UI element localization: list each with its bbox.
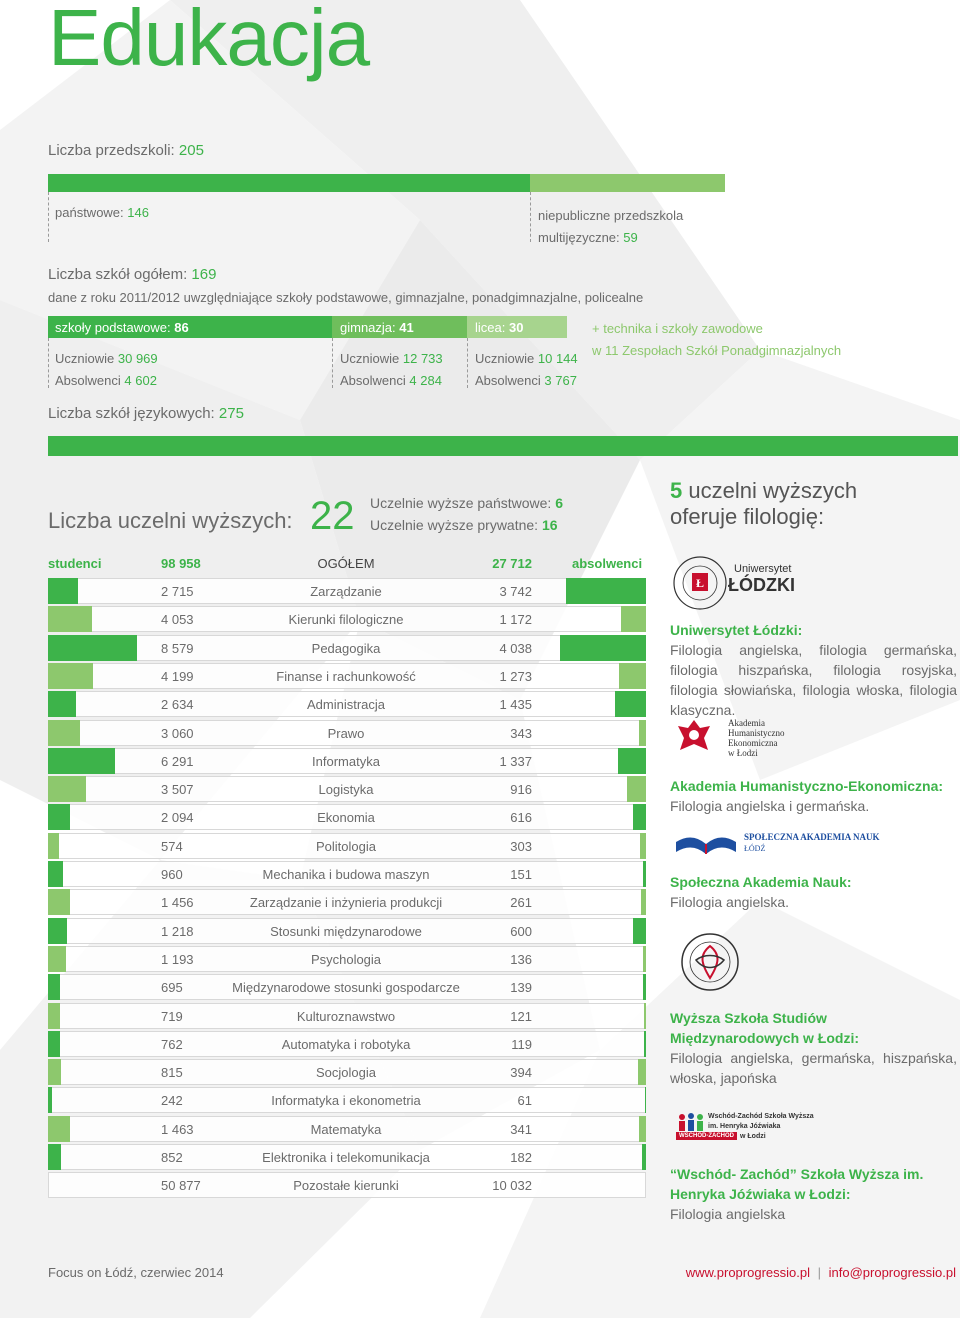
- grads-bar: [619, 663, 646, 689]
- students-count: 2 094: [161, 810, 194, 825]
- ul-logo: Ł Uniwersytet ŁÓDZKI: [672, 555, 728, 616]
- grads-count: 394: [510, 1065, 532, 1080]
- grads-bar: [645, 1087, 646, 1113]
- grads-count: 1 337: [499, 754, 532, 769]
- grads-bar: [639, 720, 646, 746]
- students-bar: [48, 776, 86, 802]
- field-name: Zarządzanie i inżynieria produkcji: [249, 895, 443, 910]
- uni-2-text: Filologia angielska i germańska.: [670, 798, 870, 814]
- grads-bar: [639, 1116, 646, 1142]
- students-bar: [48, 974, 60, 1000]
- students-count: 1 193: [161, 952, 194, 967]
- students-bar: [48, 861, 63, 887]
- field-name: Prawo: [327, 726, 365, 741]
- grads-header: absolwenci: [572, 556, 643, 571]
- email-link[interactable]: info@proprogressio.pl: [828, 1265, 956, 1280]
- students-bar: [48, 606, 92, 632]
- grads-bar: [618, 748, 646, 774]
- grads-total: 27 712: [492, 556, 532, 571]
- universities-value: 22: [310, 494, 355, 538]
- grads-bar: [627, 776, 646, 802]
- field-name: Logistyka: [318, 782, 374, 797]
- grads-bar: [638, 1059, 646, 1085]
- grads-bar: [633, 804, 646, 830]
- field-name: Informatyka i ekonometria: [271, 1093, 421, 1108]
- students-count: 815: [161, 1065, 183, 1080]
- uni-3-name: Społeczna Akademia Nauk:: [670, 874, 852, 890]
- high-stats: Uczniowie 10 144 Absolwenci 3 767: [475, 351, 578, 388]
- students-count: 1 456: [161, 895, 194, 910]
- students-count: 50 877: [161, 1178, 201, 1193]
- students-bar: [48, 748, 115, 774]
- field-name: Psychologia: [310, 952, 382, 967]
- students-header: studenci: [48, 556, 102, 571]
- students-count: 2 715: [161, 584, 194, 599]
- uni-2-name: Akademia Humanistyczno-Ekonomiczna:: [670, 778, 944, 794]
- grads-count: 1 172: [499, 612, 532, 627]
- grads-count: 10 032: [492, 1178, 532, 1193]
- footer-contact: www.proprogressio.pl | info@proprogressio.pl: [685, 1265, 956, 1280]
- students-count: 695: [161, 980, 183, 995]
- students-bar: [48, 1144, 61, 1170]
- preschools-private: niepubliczne przedszkola multijęzyczne: 59: [538, 208, 684, 245]
- primary-label: szkoły podstawowe: 86: [55, 320, 189, 335]
- preschools-public: państwowe: 146: [55, 205, 149, 220]
- grads-count: 343: [510, 726, 532, 741]
- universities-breakdown: Uczelnie wyższe państwowe: 6 Uczelnie wyższe prywatne: 16: [370, 495, 563, 533]
- field-name: Administracja: [306, 697, 386, 712]
- uni-4-name: Wyższa Szkoła Studiów Międzynarodowych w Łodzi:: [670, 1010, 860, 1046]
- preschools-private-bar: [530, 174, 725, 192]
- san-logo: SPOŁECZNA AKADEMIA NAUK ŁÓDŹ: [674, 830, 738, 863]
- page-title: Edukacja: [48, 0, 370, 82]
- grads-count: 616: [510, 810, 532, 825]
- field-name: Matematyka: [310, 1122, 382, 1137]
- uni-5-name: “Wschód- Zachód” Szkoła Wyższa im. Henryka Jóźwiaka w Łodzi:: [670, 1166, 924, 1202]
- ahe-logo: Akademia Humanistyczno Ekonomiczna w Łodzi: [674, 716, 714, 761]
- field-name: Automatyka i robotyka: [281, 1037, 411, 1052]
- students-bar: [48, 833, 59, 859]
- students-bar: [48, 804, 70, 830]
- language-schools-line: Liczba szkół językowych: 275: [48, 405, 244, 422]
- students-count: 3 060: [161, 726, 194, 741]
- students-bar: [48, 691, 76, 717]
- field-name: Elektronika i telekomunikacja: [262, 1150, 430, 1165]
- grads-bar: [644, 1031, 646, 1057]
- students-bar: [48, 1116, 70, 1142]
- field-name: Ekonomia: [317, 810, 375, 825]
- students-count: 960: [161, 867, 183, 882]
- students-count: 852: [161, 1150, 183, 1165]
- middle-label: gimnazja: 41: [340, 320, 414, 335]
- grads-count: 600: [510, 924, 532, 939]
- students-bar: [48, 720, 80, 746]
- footer-source: Focus on Łódź, czerwiec 2014: [48, 1265, 224, 1280]
- students-count: 762: [161, 1037, 183, 1052]
- field-name: Stosunki międzynarodowe: [270, 924, 422, 939]
- field-name: Pedagogika: [311, 641, 381, 656]
- students-count: 4 199: [161, 669, 194, 684]
- san-book-icon: [674, 830, 738, 858]
- uni-4-text: Filologia angielska, germańska, hiszpańska, włoska, japońska: [670, 1050, 957, 1086]
- students-count: 3 507: [161, 782, 194, 797]
- field-name: Finanse i rachunkowość: [276, 669, 416, 684]
- field-name: Informatyka: [312, 754, 380, 769]
- grads-bar: [640, 833, 646, 859]
- universities-label: Liczba uczelni wyższych:: [48, 508, 293, 533]
- uni-5-text: Filologia angielska: [670, 1206, 786, 1222]
- students-bar: [48, 1059, 61, 1085]
- grads-count: 136: [510, 952, 532, 967]
- philology-heading: 5 uczelni wyższych oferuje filologię:: [670, 478, 858, 529]
- schools-extra: + technika i szkoły zawodowe w 11 Zespołach Szkół Ponadgimnazjalnych: [592, 321, 842, 358]
- total-label: OGÓŁEM: [317, 556, 375, 571]
- students-bar: [48, 578, 78, 604]
- field-name: Międzynarodowe stosunki gospodarcze: [232, 980, 460, 995]
- grads-count: 3 742: [499, 584, 532, 599]
- students-count: 8 579: [161, 641, 194, 656]
- students-count: 6 291: [161, 754, 194, 769]
- grads-count: 182: [510, 1150, 532, 1165]
- grads-bar: [566, 578, 646, 604]
- field-name: Zarządzanie: [310, 584, 382, 599]
- field-name: Kulturoznawstwo: [296, 1009, 396, 1024]
- students-bar: [48, 946, 66, 972]
- grads-count: 916: [510, 782, 532, 797]
- grads-count: 121: [510, 1009, 532, 1024]
- grads-count: 1 273: [499, 669, 532, 684]
- preschools-public-bar: [48, 174, 530, 192]
- students-bar: [48, 1031, 60, 1057]
- website-link[interactable]: www.proprogressio.pl: [685, 1265, 810, 1280]
- grads-count: 139: [510, 980, 532, 995]
- students-bar: [48, 663, 93, 689]
- grads-bar: [643, 974, 646, 1000]
- wz-logo: Wschód-Zachód Szkoła Wyższa im. Henryka Jóźwiaka w Łodzi WSCHÓD-ZACHÓD: [676, 1112, 706, 1141]
- grads-count: 303: [510, 839, 532, 854]
- grads-count: 261: [510, 895, 532, 910]
- grads-bar: [615, 691, 646, 717]
- primary-stats: Uczniowie 30 969 Absolwenci 4 602: [55, 351, 158, 388]
- students-total: 98 958: [161, 556, 201, 571]
- grads-bar: [641, 889, 646, 915]
- students-count: 2 634: [161, 697, 194, 712]
- students-count: 574: [161, 839, 183, 854]
- uni-1-name: Uniwersytet Łódzki:: [670, 622, 803, 638]
- language-schools-bar: [48, 436, 958, 456]
- svg-text:Ł: Ł: [695, 576, 705, 590]
- grads-bar: [560, 635, 646, 661]
- field-name: Politologia: [316, 839, 376, 854]
- grads-count: 4 038: [499, 641, 532, 656]
- ul-seal-icon: [672, 555, 728, 611]
- wssm-seal-icon: [680, 932, 740, 992]
- students-count: 1 218: [161, 924, 194, 939]
- field-name: Mechanika i budowa maszyn: [262, 867, 430, 882]
- schools-line: Liczba szkół ogółem: 169: [48, 266, 217, 283]
- students-count: 4 053: [161, 612, 194, 627]
- students-count: 719: [161, 1009, 183, 1024]
- schools-note: dane z roku 2011/2012 uwzględniające szkoły podstawowe, gimnazjalne, ponadgimnazjalne, policealne: [48, 290, 644, 305]
- grads-count: 341: [510, 1122, 532, 1137]
- preschools-line: [48, 142, 204, 159]
- field-name: Pozostałe kierunki: [293, 1178, 399, 1193]
- grads-bar: [633, 918, 646, 944]
- students-count: 242: [161, 1093, 183, 1108]
- students-bar: [48, 918, 67, 944]
- field-name: Kierunki filologiczne: [288, 612, 404, 627]
- grads-bar: [643, 861, 646, 887]
- grads-bar: [643, 946, 646, 972]
- students-bar: [48, 889, 70, 915]
- middle-stats: Uczniowie 12 733 Absolwenci 4 284: [340, 351, 443, 388]
- grads-bar: [642, 1144, 646, 1170]
- uni-1-text: Filologia angielska, filologia germańska, filologia hiszpańska, filologia rosyjska, filologia słowiańska, filologia włoska, filologia klasyczna.: [670, 642, 957, 718]
- ahe-eagle-icon: [674, 716, 714, 756]
- grads-bar: [621, 606, 646, 632]
- grads-count: 151: [510, 867, 532, 882]
- wssm-logo: [680, 932, 740, 997]
- preschools-value: 205: [178, 142, 204, 159]
- students-bar: [48, 1087, 52, 1113]
- students-bar: [48, 635, 137, 661]
- grads-count: 119: [511, 1037, 532, 1052]
- field-name: Socjologia: [316, 1065, 376, 1080]
- grads-bar: [644, 1003, 646, 1029]
- high-label: licea: 30: [475, 320, 524, 335]
- preschools-label: Liczba przedszkoli:: [48, 142, 175, 159]
- grads-count: 61: [517, 1093, 532, 1108]
- students-count: 1 463: [161, 1122, 194, 1137]
- grads-count: 1 435: [499, 697, 532, 712]
- uni-3-text: Filologia angielska.: [670, 894, 790, 910]
- students-bar: [48, 1003, 60, 1029]
